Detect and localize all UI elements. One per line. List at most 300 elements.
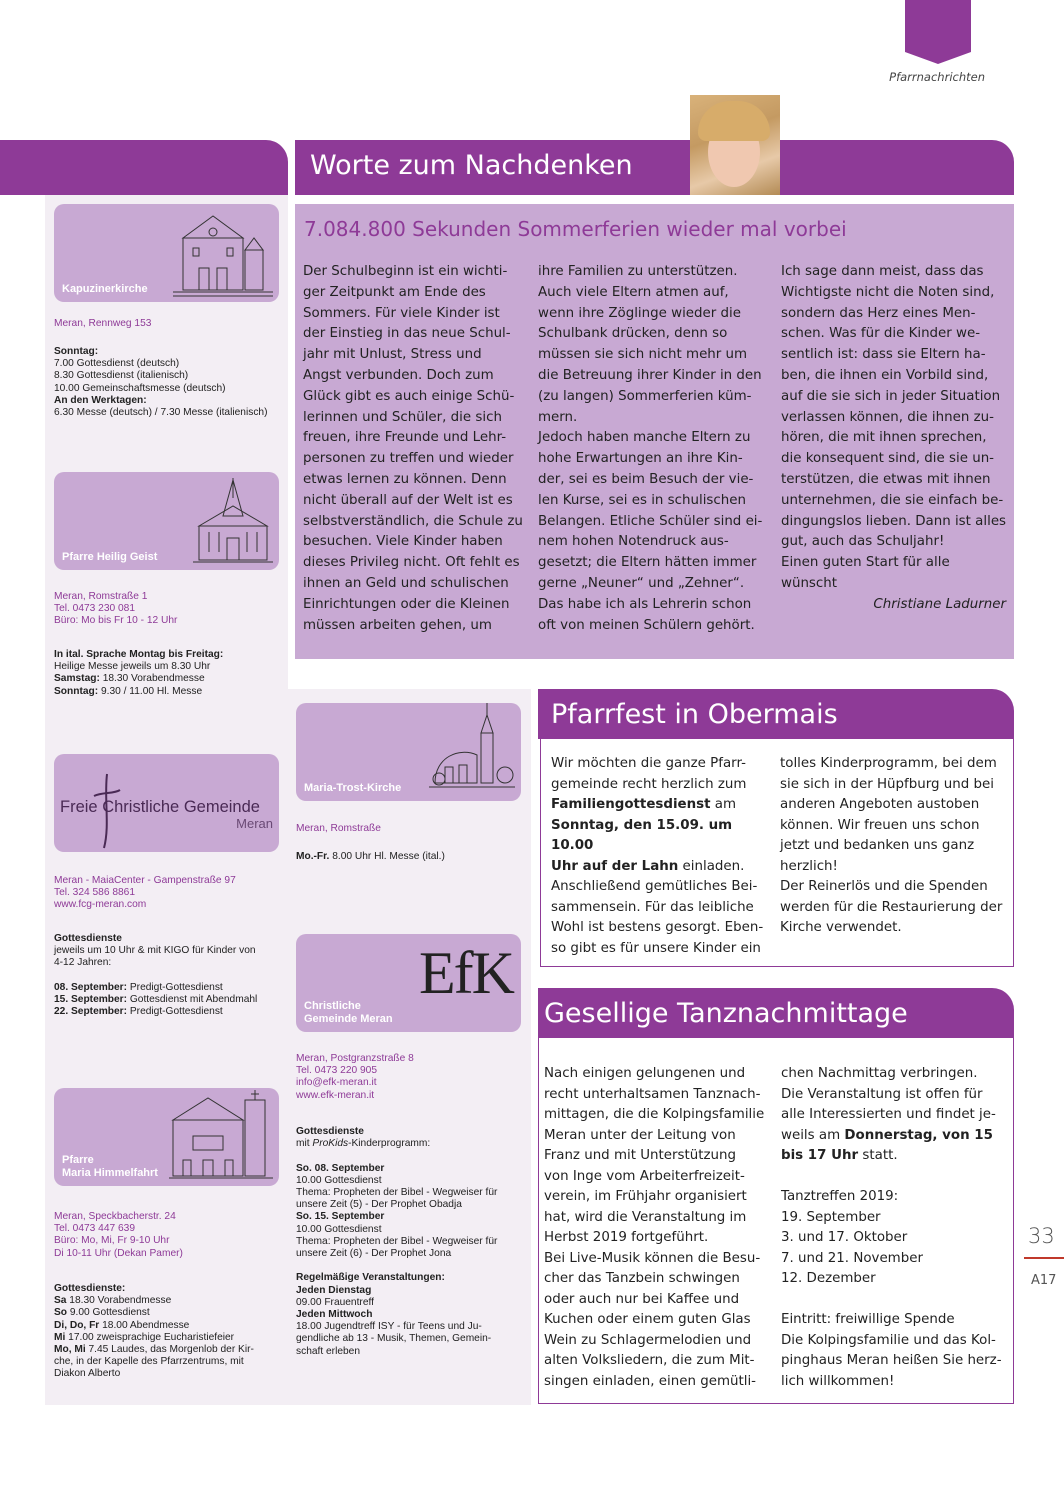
worte-col-1 bbox=[303, 262, 528, 636]
worte-line: lerinnen und Schüler, die sich bbox=[303, 409, 502, 425]
service-line bbox=[54, 661, 284, 673]
worte-line: Der Schulbeginn ist ein wichti- bbox=[303, 264, 508, 279]
pfarrfest-line: jetzt und bedanken uns ganz bbox=[780, 838, 975, 853]
fcg-times bbox=[54, 933, 284, 1018]
tanz-line: Kuchen oder einem guten Glas bbox=[544, 1312, 751, 1327]
worte-line: personen zu treffen und wieder bbox=[303, 451, 514, 467]
service-line bbox=[54, 1307, 284, 1319]
worte-line: wenn ihre Zöglinge wieder die bbox=[538, 305, 741, 321]
worte-line: Glück gibt es auch einige Schü- bbox=[303, 388, 515, 404]
service-line-bold: Gottesdienste: bbox=[54, 1283, 126, 1294]
service-line-bold: Sonntag: bbox=[54, 346, 99, 357]
worte-line: selbstverständlich, die Schule zu bbox=[303, 513, 523, 529]
service-line-text: 18.00 Jugendtreff ISY - für Teens und Ju- bbox=[296, 1321, 482, 1333]
service-line-bold: 15. September: bbox=[54, 994, 128, 1006]
tanz-line-text: pinghaus Meran heißen Sie herz- bbox=[781, 1353, 1002, 1368]
worte-line: Ich sage dann meist, dass das bbox=[781, 264, 984, 279]
heiliggeist-card bbox=[54, 472, 279, 570]
worte-line: müssen arbeiten gehen, um bbox=[303, 617, 492, 633]
worte-line: Schulbank drücken, denn so bbox=[538, 326, 728, 342]
service-line-bold: In ital. Sprache Montag bis Freitag: bbox=[54, 649, 224, 660]
pfarrfest-line-text: einladen. bbox=[678, 858, 745, 874]
left-header-band bbox=[0, 140, 288, 195]
hair-shape bbox=[698, 101, 770, 141]
address-line: www.fcg-meran.com bbox=[54, 899, 147, 911]
pfarrfest-line bbox=[551, 857, 767, 878]
tanz-line: Franz und mit Unterstützung bbox=[544, 1148, 736, 1163]
page-code: A17 bbox=[1031, 1273, 1057, 1288]
worte-line: Das habe ich als Lehrerin schon bbox=[538, 596, 752, 612]
service-line-text: 18.30 Vorabendmesse bbox=[99, 673, 205, 685]
address-line: Di 10-11 Uhr (Dekan Pamer) bbox=[54, 1247, 183, 1259]
worte-line: ger Zeitpunkt am Ende des bbox=[303, 284, 486, 300]
service-line-bold: So. 08. September bbox=[296, 1162, 385, 1174]
service-line-bold: Mo.-Fr. bbox=[296, 851, 330, 862]
service-line-bold: Samstag: bbox=[54, 673, 100, 685]
service-line bbox=[296, 1163, 526, 1175]
worte-line: der Einstieg in das neue Schul- bbox=[303, 326, 511, 342]
page-number-rule bbox=[1024, 1257, 1064, 1259]
service-line bbox=[54, 1356, 284, 1368]
tanz-line bbox=[781, 1187, 1011, 1208]
worte-line: gesetzt; die Eltern hätten immer bbox=[538, 555, 757, 571]
service-line bbox=[54, 982, 284, 994]
service-line-text: unsere Zeit (5) - Der Prophet Obadja bbox=[296, 1199, 462, 1211]
worte-line: freuen, ihre Freunde und Lehr- bbox=[303, 430, 507, 446]
service-line-text: 18.30 Vorabendmesse bbox=[66, 1295, 172, 1307]
pfarrfest-line bbox=[551, 754, 767, 775]
address-line: Meran, Speckbacherstr. 24 bbox=[54, 1211, 176, 1222]
worte-line: Sommers. Für viele Kinder ist bbox=[303, 305, 500, 321]
tanz-line bbox=[781, 1249, 1011, 1270]
tanz-col-2 bbox=[781, 1064, 1011, 1392]
service-line bbox=[54, 1295, 284, 1307]
efk-label bbox=[304, 1000, 393, 1026]
pfarrfest-line: werden für die Restaurierung der bbox=[780, 899, 1003, 915]
pfarrfest-line: herzlich! bbox=[780, 858, 838, 874]
worte-line: dingungslos lieben. Dann ist alles bbox=[781, 513, 1007, 529]
church-drawing-icon bbox=[169, 1090, 273, 1180]
worte-line: müssen sie sich nicht mehr um bbox=[538, 347, 748, 363]
pfarrfest-line bbox=[551, 775, 767, 796]
service-line-text: 09.00 Frauentreff bbox=[296, 1296, 374, 1308]
efk-logo: EfK bbox=[419, 940, 513, 1006]
service-line bbox=[296, 1224, 526, 1236]
kapuzinerkirche-address: Meran, Rennweg 153 bbox=[54, 318, 152, 329]
tanz-line bbox=[781, 1331, 1011, 1352]
tanz-line bbox=[781, 1351, 1011, 1372]
service-line-text: 17.00 zweisprachige Eucharistiefeier bbox=[65, 1331, 235, 1343]
service-line-text: Predigt-Gottesdienst bbox=[127, 981, 223, 993]
pfarrfest-line: tolles Kinderprogramm, bei dem bbox=[780, 756, 997, 771]
himmelfahrt-label-1: Pfarre bbox=[62, 1154, 94, 1166]
worte-line: Einen guten Start für alle bbox=[781, 555, 950, 571]
tanz-line bbox=[781, 1228, 1011, 1249]
tanz-line: singen einladen, einen gemütli- bbox=[544, 1373, 756, 1389]
fcg-logo bbox=[60, 798, 260, 817]
address-line: Büro: Mo, Mi, Fr 9-10 Uhr bbox=[54, 1235, 170, 1247]
service-line bbox=[296, 1346, 526, 1358]
pfarrfest-line: Der Reinerlös und die Spenden bbox=[780, 879, 988, 894]
worte-line: oft von meinen Schülern gehört. bbox=[538, 617, 755, 633]
address-line: info@efk-meran.it bbox=[296, 1077, 377, 1089]
pfarrfest-line: Kirche verwendet. bbox=[780, 920, 902, 935]
address-line: Meran, Romstraße 1 bbox=[54, 591, 148, 602]
service-line bbox=[54, 383, 284, 395]
service-line bbox=[296, 1272, 526, 1284]
worte-line: etwas lernen zu können. Denn bbox=[303, 471, 507, 487]
pfarrfest-line bbox=[551, 939, 767, 960]
service-line bbox=[54, 358, 284, 370]
service-line-bold: 22. September: bbox=[54, 1006, 128, 1018]
service-line-bold: Jeden Dienstag bbox=[296, 1284, 372, 1296]
service-line-text: mit ProKids-Kinderprogramm: bbox=[296, 1138, 431, 1150]
worte-subheading: 7.084.800 Sekunden Sommerferien wieder mal vorbei bbox=[304, 217, 847, 241]
page-number: 33 bbox=[1028, 1224, 1055, 1248]
tanz-line: oder auch nur bei Kaffee und bbox=[544, 1291, 740, 1307]
service-line bbox=[296, 1260, 526, 1272]
service-line-bold: An den Werktagen: bbox=[54, 394, 147, 406]
pfarrfest-line-bold: Uhr auf der Lahn bbox=[551, 858, 679, 874]
worte-line: gerne „Neuner“ und „Zehner“. bbox=[538, 575, 745, 591]
tanz-line-text: 7. und 21. November bbox=[781, 1250, 923, 1266]
tanz-line-text: Tanztreffen 2019: bbox=[781, 1189, 899, 1204]
tanz-line bbox=[781, 1105, 1011, 1126]
tanz-line: verein, im Frühjahr organisiert bbox=[544, 1189, 747, 1204]
service-line-text: Diakon Alberto bbox=[54, 1368, 121, 1380]
fcg-logo-word1: Freie bbox=[60, 798, 98, 816]
address-line: Meran, Postgranzstraße 8 bbox=[296, 1053, 414, 1064]
tanz-line-text: Eintritt: freiwillige Spende bbox=[781, 1312, 955, 1327]
worte-line: ihnen an Geld und schulischen bbox=[303, 575, 509, 591]
service-line-bold: So. 15. September bbox=[296, 1211, 385, 1223]
worte-line: (zu langen) Sommerferien küm- bbox=[538, 388, 752, 404]
service-line bbox=[296, 1199, 526, 1211]
service-line bbox=[54, 1368, 284, 1380]
service-line bbox=[54, 395, 284, 407]
service-line bbox=[296, 1248, 526, 1260]
pfarrfest-line-text: Wir möchten die ganze Pfarr- bbox=[551, 756, 746, 771]
service-line-bold: Regelmäßige Veranstaltungen: bbox=[296, 1272, 445, 1284]
worte-line: Auch viele Eltern atmen auf, bbox=[538, 284, 729, 300]
cross-icon bbox=[92, 770, 122, 850]
tanz-line: von Inge vom Arbeiterfreizeit- bbox=[544, 1168, 745, 1184]
worte-line: ben, die ihnen ein Vorbild sind, bbox=[781, 367, 989, 383]
tanz-line-text: statt. bbox=[858, 1148, 898, 1163]
worte-line: nicht überall auf der Welt ist es bbox=[303, 492, 513, 508]
tanz-heading: Gesellige Tanznachmittage bbox=[544, 998, 908, 1029]
service-line-text: 7.45 Laudes, das Morgenlob der Kir- bbox=[85, 1344, 254, 1356]
prokids-italic: ProKids bbox=[312, 1138, 349, 1150]
tanz-line bbox=[781, 1064, 1011, 1085]
tanz-line-text: chen Nachmittag verbringen. bbox=[781, 1066, 978, 1081]
service-line-text: 10.00 Gottesdienst bbox=[296, 1174, 382, 1186]
service-line-text: 8.30 Gottesdienst (italienisch) bbox=[54, 370, 189, 382]
tanz-line: alten Volksliedern, die zum Mit- bbox=[544, 1353, 755, 1368]
address-line: www.efk-meran.it bbox=[296, 1089, 375, 1101]
service-line bbox=[296, 1309, 526, 1321]
service-line-text: unsere Zeit (6) - Der Prophet Jona bbox=[296, 1248, 452, 1260]
service-line-text: jeweils um 10 Uhr & mit KIGO für Kinder von bbox=[54, 945, 256, 957]
tanz-line-text: alle Interessierten und findet je- bbox=[781, 1107, 996, 1122]
address-line: Tel. 0473 220 905 bbox=[296, 1065, 378, 1077]
efk-label-1: Christliche bbox=[304, 1000, 361, 1012]
pfarrfest-line-text: sammensein. Für das leibliche bbox=[551, 899, 754, 915]
service-line bbox=[54, 686, 284, 698]
fcg-card bbox=[54, 754, 279, 852]
tanz-line-text: 19. September bbox=[781, 1209, 881, 1225]
address-line: Tel. 324 586 8861 bbox=[54, 887, 136, 899]
pfarrfest-line: anderen Angeboten austoben bbox=[780, 797, 980, 812]
worte-line: jahr mit Unlust, Stress und bbox=[303, 347, 482, 363]
tanz-line-text: weils am bbox=[781, 1127, 845, 1143]
pfarrfest-heading: Pfarrfest in Obermais bbox=[551, 699, 838, 730]
service-line-text: 7.00 Gottesdienst (deutsch) bbox=[54, 358, 180, 370]
heiliggeist-label: Pfarre Heilig Geist bbox=[62, 551, 158, 563]
worte-line: hören, die mit ihnen sprechen, bbox=[781, 430, 987, 446]
worte-line: auf die sie sich in jeder Situation bbox=[781, 388, 1001, 404]
service-line-bold: Sa bbox=[54, 1295, 67, 1307]
worte-line: Angst verbunden. Doch zum bbox=[303, 367, 494, 383]
service-line bbox=[54, 407, 284, 419]
tanz-line-text: Die Kolpingsfamilie und das Kol- bbox=[781, 1332, 996, 1348]
himmelfahrt-times bbox=[54, 1283, 284, 1381]
worte-line: hohe Erwartungen an ihre Kin- bbox=[538, 451, 743, 467]
service-line bbox=[54, 1332, 284, 1344]
efk-label-2: Gemeinde Meran bbox=[304, 1013, 393, 1025]
worte-line: Wichtigste nicht die Noten sind, bbox=[781, 284, 995, 300]
efk-card bbox=[296, 934, 521, 1032]
tanz-line: hat, wird die Veranstaltung im bbox=[544, 1209, 747, 1225]
address-line: Tel. 0473 447 639 bbox=[54, 1223, 136, 1235]
mariatrost-address: Meran, Romstraße bbox=[296, 823, 381, 834]
service-line bbox=[54, 1344, 284, 1356]
service-line bbox=[296, 1285, 526, 1297]
service-line-text: Gottesdienst mit Abendmahl bbox=[127, 994, 258, 1006]
heiliggeist-address bbox=[54, 591, 177, 628]
author-photo bbox=[690, 95, 780, 195]
pfarrfest-line-bold: Sonntag, den 15.09. um 10.00 bbox=[551, 817, 733, 853]
tanz-line bbox=[781, 1146, 1011, 1167]
service-line bbox=[54, 994, 284, 1006]
worte-author: Christiane Ladurner bbox=[873, 597, 1006, 612]
worte-line: Einrichtungen oder die Kleinen bbox=[303, 596, 510, 612]
heiliggeist-times bbox=[54, 649, 284, 698]
worte-line: Jedoch haben manche Eltern zu bbox=[538, 430, 751, 446]
worte-line: gut, auch das Schuljahr! bbox=[781, 534, 945, 550]
pfarrfest-line-text: Anschließend gemütliches Bei- bbox=[551, 879, 758, 894]
service-line-text: schaft erleben bbox=[296, 1345, 360, 1357]
address-line: Büro: Mo bis Fr 10 - 12 Uhr bbox=[54, 615, 178, 627]
service-line bbox=[54, 1006, 284, 1018]
tanz-line bbox=[781, 1126, 1011, 1147]
service-line-text: 4-12 Jahren: bbox=[54, 957, 112, 969]
service-line bbox=[296, 1211, 526, 1223]
worte-col-3 bbox=[781, 262, 1009, 595]
tanz-line: Nach einigen gelungenen und bbox=[544, 1066, 746, 1081]
worte-line: ihre Familien zu unterstützen. bbox=[538, 264, 738, 279]
service-line-bold: 08. September: bbox=[54, 981, 128, 993]
efk-address bbox=[296, 1053, 414, 1102]
pfarrfest-line-text: am bbox=[710, 797, 737, 812]
top-tab-marker bbox=[905, 0, 971, 52]
mariatrost-label: Maria-Trost-Kirche bbox=[304, 782, 402, 794]
worte-line: verlassen können, die ihnen zu- bbox=[781, 409, 994, 425]
worte-col-2 bbox=[538, 262, 770, 636]
pfarrfest-col-1 bbox=[551, 754, 767, 959]
service-line bbox=[296, 1236, 526, 1248]
service-line-bold: Mo, Mi bbox=[54, 1344, 86, 1356]
service-line-text: 10.00 Gottesdienst bbox=[296, 1223, 382, 1235]
service-line bbox=[54, 346, 284, 358]
worte-line: Belangen. Etliche Schüler sind ei- bbox=[538, 513, 763, 529]
worte-line: terstützen, die etwas mit ihnen bbox=[781, 471, 991, 487]
service-line-bold: Jeden Mittwoch bbox=[296, 1309, 373, 1321]
tanz-line-text: Die Veranstaltung ist offen für bbox=[781, 1086, 983, 1102]
service-line-bold: Mi bbox=[54, 1331, 66, 1343]
service-line bbox=[296, 1297, 526, 1309]
pfarrfest-line bbox=[551, 877, 767, 898]
worte-line: die konsequent sind, die sie un- bbox=[781, 451, 995, 467]
efk-times bbox=[296, 1126, 526, 1358]
service-line bbox=[296, 1150, 526, 1162]
himmelfahrt-address bbox=[54, 1211, 183, 1260]
service-line bbox=[296, 1138, 526, 1150]
worte-line: len Kurse, sei es in schulischen bbox=[538, 492, 746, 508]
kapuzinerkirche-times bbox=[54, 346, 284, 419]
tanz-line bbox=[781, 1167, 1011, 1188]
mariatrost-card bbox=[296, 703, 521, 801]
service-line-bold: So bbox=[54, 1307, 68, 1319]
himmelfahrt-label bbox=[62, 1154, 158, 1180]
pfarrfest-line bbox=[551, 918, 767, 939]
church-drawing-icon bbox=[193, 476, 273, 568]
address-line: Meran - MaiaCenter - Gampenstraße 97 bbox=[54, 875, 236, 886]
service-line bbox=[296, 1175, 526, 1187]
worte-line: besuchen. Viele Kinder haben bbox=[303, 534, 503, 550]
tanz-line bbox=[781, 1372, 1011, 1393]
service-line-text: Predigt-Gottesdienst bbox=[127, 1006, 223, 1018]
tanz-line-text: lich willkommen! bbox=[781, 1373, 895, 1389]
tanz-line-text: 12. Dezember bbox=[781, 1271, 876, 1286]
service-line-text: Heilige Messe jeweils um 8.30 Uhr bbox=[54, 661, 211, 673]
pfarrfest-line-text: gemeinde recht herzlich zum bbox=[551, 776, 747, 792]
fcg-address bbox=[54, 875, 236, 912]
address-line: Tel. 0473 230 081 bbox=[54, 603, 136, 615]
tanz-line-bold: Donnerstag, von 15 bbox=[844, 1127, 993, 1143]
top-tab-point bbox=[905, 52, 971, 64]
fcg-logo-word3: Gemeinde bbox=[183, 798, 260, 816]
tanz-line bbox=[781, 1208, 1011, 1229]
mariatrost-times bbox=[296, 851, 526, 863]
pfarrfest-line bbox=[551, 816, 767, 857]
service-line-text: 9.30 / 11.00 Hl. Messe bbox=[98, 685, 203, 697]
service-line bbox=[54, 933, 284, 945]
himmelfahrt-card bbox=[54, 1088, 279, 1186]
tanz-line: mittagen, die die Kolpingsfamilie bbox=[544, 1107, 765, 1122]
service-line-text: 9.00 Gottesdienst bbox=[67, 1307, 150, 1319]
service-line bbox=[296, 1321, 526, 1333]
fcg-logo-city: Meran bbox=[236, 816, 273, 831]
pfarrfest-col-2 bbox=[780, 754, 1010, 939]
service-line-bold: Di, Do, Fr bbox=[54, 1319, 100, 1331]
pfarrfest-line-text: Wohl ist bestens gesorgt. Eben- bbox=[551, 920, 764, 935]
service-line-bold: Gottesdienste bbox=[296, 1126, 364, 1137]
worte-line: dieses Privileg nicht. Oft fehlt es bbox=[303, 555, 520, 571]
worte-line: der, sei es beim Besuch der vie- bbox=[538, 471, 754, 487]
service-line-text: 18.00 Abendmesse bbox=[99, 1319, 190, 1331]
pfarrfest-line: sie sich in der Hüpfburg und bei bbox=[780, 776, 994, 792]
tanz-line-bold: bis 17 Uhr bbox=[781, 1148, 859, 1163]
service-line bbox=[296, 1126, 526, 1138]
service-line bbox=[54, 970, 284, 982]
tanz-line: Herbst 2019 fortgeführt. bbox=[544, 1230, 709, 1245]
worte-heading: Worte zum Nachdenken bbox=[310, 150, 633, 181]
service-line-text: 10.00 Gemeinschaftsmesse (deutsch) bbox=[54, 382, 226, 394]
service-line bbox=[54, 649, 284, 661]
church-drawing-icon bbox=[429, 703, 515, 799]
tanz-line-text: 3. und 17. Oktober bbox=[781, 1230, 908, 1245]
service-line bbox=[54, 673, 284, 685]
worte-line: unternehmen, die sie einfach be- bbox=[781, 492, 1004, 508]
worte-line: sondern das Herz eines Men- bbox=[781, 305, 976, 321]
section-label: Pfarrnachrichten bbox=[889, 70, 985, 84]
worte-line: schen. Was für die Kinder we- bbox=[781, 326, 981, 342]
worte-line: nem hohen Notendruck aus- bbox=[538, 534, 729, 550]
pfarrfest-line: können. Wir freuen uns schon bbox=[780, 817, 980, 833]
tanz-line bbox=[781, 1290, 1011, 1311]
pfarrfest-line bbox=[551, 795, 767, 816]
church-drawing-icon bbox=[173, 208, 273, 300]
service-line-text: Thema: Propheten der Bibel - Wegweiser für bbox=[296, 1187, 498, 1199]
worte-line: wünscht bbox=[781, 575, 838, 591]
service-line-text: 6.30 Messe (deutsch) / 7.30 Messe (italienisch) bbox=[54, 407, 268, 419]
service-line-text: Thema: Propheten der Bibel - Wegweiser für bbox=[296, 1235, 498, 1247]
tanz-line: cher das Tanzbein schwingen bbox=[544, 1271, 740, 1286]
service-line bbox=[54, 370, 284, 382]
service-line bbox=[54, 957, 284, 969]
worte-line: die Betreuung ihrer Kinder in den bbox=[538, 367, 762, 383]
kapuzinerkirche-card bbox=[54, 204, 279, 302]
service-line bbox=[296, 1333, 526, 1345]
tanz-col-1 bbox=[544, 1064, 769, 1392]
fcg-logo-word2: Christliche bbox=[102, 798, 180, 816]
service-line-bold: Gottesdienste bbox=[54, 933, 122, 944]
service-line-bold: Sonntag: bbox=[54, 685, 99, 697]
service-line-text: 8.00 Uhr Hl. Messe (ital.) bbox=[329, 851, 445, 862]
service-line bbox=[54, 1283, 284, 1295]
tanz-line: Wein zu Schlagermelodien und bbox=[544, 1332, 752, 1348]
service-line bbox=[296, 851, 526, 863]
tanz-line: recht unterhaltsamen Tanznach- bbox=[544, 1086, 761, 1102]
worte-line: mern. bbox=[538, 409, 578, 425]
tanz-line: Bei Live-Musik können die Besu- bbox=[544, 1250, 761, 1266]
himmelfahrt-label-2: Maria Himmelfahrt bbox=[62, 1167, 158, 1179]
pfarrfest-line bbox=[551, 898, 767, 919]
service-line bbox=[54, 945, 284, 957]
kapuzinerkirche-label: Kapuzinerkirche bbox=[62, 283, 148, 295]
service-line bbox=[54, 1320, 284, 1332]
service-line bbox=[296, 1187, 526, 1199]
worte-line: sentlich ist: dass sie Eltern ha- bbox=[781, 347, 986, 363]
tanz-line bbox=[781, 1269, 1011, 1290]
tanz-line bbox=[781, 1310, 1011, 1331]
pfarrfest-line-text: so gibt es für unsere Kinder ein bbox=[551, 940, 761, 956]
pfarrfest-line-bold: Familiengottesdienst bbox=[551, 797, 711, 812]
service-line-text: gendliche ab 13 - Musik, Themen, Gemein- bbox=[296, 1333, 492, 1345]
tanz-line bbox=[781, 1085, 1011, 1106]
tanz-line: Meran unter der Leitung von bbox=[544, 1127, 736, 1143]
